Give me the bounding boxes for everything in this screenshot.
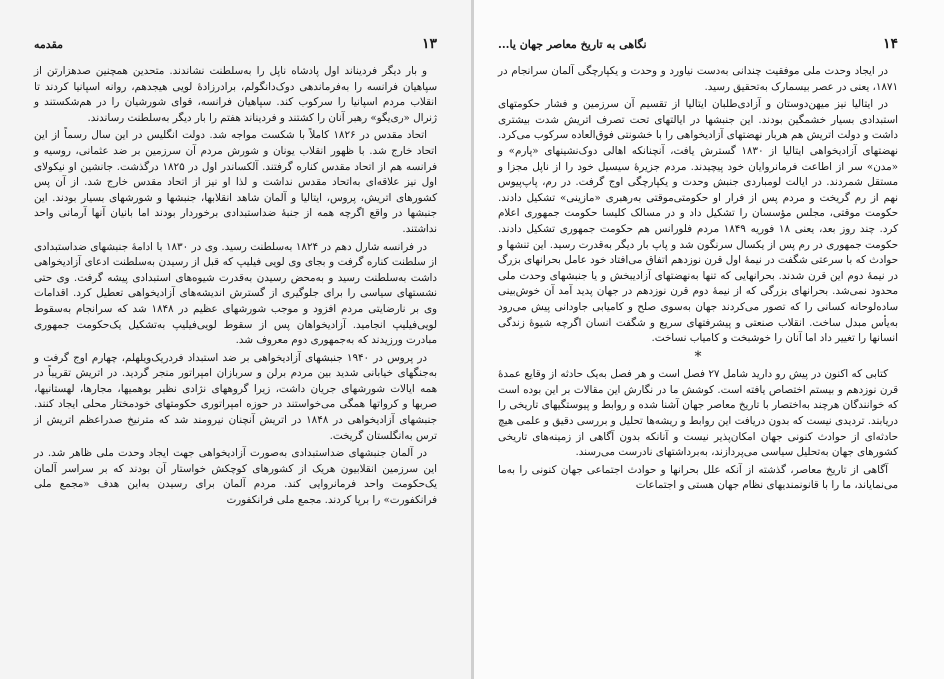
- right-page-number: ۱۴: [882, 36, 898, 52]
- left-running-title: مقدمه: [34, 38, 64, 51]
- right-running-title: نگاهی به تاریخ معاصر جهان یا...: [498, 38, 647, 51]
- right-page-header: [498, 36, 898, 52]
- paragraph: کتابی که اکنون در پیش رو دارید شامل ۲۷ فصل است و هر فصل به‌یک حادثه از وقایع عمدهٔ قرن نوزدهم و بیستم اختصاص یافته است. کوشش ما در نگارش این مقالات بر این بوده است که خوانندگان هرچند به‌اختصار با تاریخ معاصر جهان آشنا شده و روابط و پیوستگیهای تاریخی را دریابند. تردیدی نیست که بدون دریافت این روابط و ریشه‌ها تحلیل و بررسی دقیق و علمی هیچ حادثه‌ای از حوادث کنونی جهان امکان‌پذیر نیست و آنانکه بدون آگاهی از زمینه‌های تاریخی کشورهای جهان به‌تحلیل سیاسی می‌پردازند، به‌برداشتهای نادرست می‌رسند.: [498, 368, 898, 459]
- right-page-body: [498, 64, 898, 494]
- left-page: [0, 0, 471, 679]
- right-page: [474, 0, 944, 679]
- paragraph: اتحاد مقدس در ۱۸۲۶ کاملاً با شکست مواجه شد. دولت انگلیس در این سال رسماً از این اتحاد خارج شد. با ظهور انقلاب یونان و شورش مردم آن سرزمین بر ضد عثمانی، روسیه و فرانسه هم از اتحاد مقدس کناره گرفتند. آلکساندر اول در ۱۸۲۵ درگذشت. جانشین او نیکولای اول نیز علاقه‌ای به‌اتحاد مقدس نداشت و لذا او نیز از اتحاد مقدس خارج شد. از آن پس کشورهای اتریش، پروس، ایتالیا و آلمان شاهد انقلابها، جنبشها و شورشهای بسیار بودند. این جنبشها در واقع اگرچه همه از جنبهٔ ضداستبدادی برخوردار بودند اما بانیان آنها آرمانی واحد نداشتند.: [34, 129, 437, 235]
- paragraph: در ایتالیا نیز میهن‌دوستان و آزادی‌طلبان ایتالیا از تقسیم آن سرزمین و فشار حکومتهای استبدادی بسیار خشمگین بودند. این جنبشها در ایالتهای تحت تصرف اتریش شدت بیشتری داشت و دولت اتریش هم هربار نهضتهای آزادیخواهی را با خشونتی فوق‌العاده سرکوب می‌کرد. نهضتهای آزادیخواهی ایتالیا از ۱۸۳۰ گسترش یافت، آنچنانکه اهالی دوک‌نشینهای «پارم» و «مدن» سر از اطاعت فرمانروایان خود پیچیدند. مردم جزیرهٔ سیسیل خود را از ناپل مجزا و مستقل شمردند. در ایالت لومباردی جنبش وحدت و یکپارچگی اوج گرفت. در رم، پاپ‌پیوس نهم از رم گریخت و مردم پس از فرار او حکومتی‌موقتی به‌رهبری «مازینی» تشکیل دادند. حکومت موقتی، مجلس مؤسسان را تشکیل داد و در مسالک کلیسا حکومت جمهوری اعلام کرد. چند روز بعد، یعنی ۱۸ فوریه ۱۸۴۹ مردم فلورانس هم حکومت جمهوری تشکیل دادند. حکومت جمهوری در رم پس از یکسال سرنگون شد و پاپ بار دیگر به‌قدرت رسید. این تنشها و حوادث که با سرعتی شگفت در نیمهٔ اول قرن نوزدهم اتفاق می‌افتاد خود عامل بحرانهای بزرگ در نیمهٔ دوم این قرن شدند. بحرانهایی که تنها به‌نهضتهای آزادیبخش و یا جنبشهای وحدت ملی محدود نمی‌شد. بحرانهای بزرگی که از نیمهٔ دوم قرن نوزدهم در جهان پدید آمد آن خوش‌بینی ساده‌لوحانه کسانی را که تصور می‌کردند جهان به‌سوی صلح و کامیابی جاودانی پیش می‌رود به‌یأس مبدل ساخت. انقلاب صنعتی و پیشرفتهای سریع و شگفت انسان اگرچه شیوهٔ زندگی انسانها را تغییر داد اما آنان را خوشبخت و کامیاب نساخت.: [498, 98, 898, 345]
- paragraph: در فرانسه شارل دهم در ۱۸۲۴ به‌سلطنت رسید. وی در ۱۸۳۰ با ادامهٔ جنبشهای ضداستبدادی از سلطنت کناره گرفت و بجای وی لویی فیلیپ که قبل از رسیدن به‌سلطنت ادعای آزادیخواهی داشت به‌سلطنت رسید و به‌محض رسیدن به‌قدرت شیوه‌های استبدادی پیشه گرفت. وی حتی نشستهای سیاسی را برای جلوگیری از گسترش اندیشه‌های آزادیخواهی تعطیل کرد. اقدامات وی بر نارضایتی مردم افزود و موجب شورشهای عظیم در ۱۸۴۸ شد که سرانجام به‌سقوط لویی‌فیلیپ انجامید. آزادیخواهان پس از سقوط لویی‌فیلیپ به‌تشکیل یک‌حکومت جمهوری مبادرت ورزیدند که به‌جمهوری دوم معروف شد.: [34, 240, 437, 347]
- left-page-body: [34, 64, 437, 509]
- paragraph: در پروس در ۱۹۴۰ جنبشهای آزادیخواهی بر ضد استبداد فردریک‌ویلهلم، چهارم اوج گرفت و به‌جنگهای خیابانی شدید بین مردم برلن و سربازان امپراتور منجر گردید. در اتریش تقریباً در همه ایالات شورشهای جریان داشت، زیرا گروههای نژادی نظیر بوهمیها، مجارها، لهستانیها، صربها و کرواتها همگی می‌خواستند در حوزه امپراتوری حکومتهای خودمختار محلی ایجاد کنند. جنبشهای آزادیخواهی در ۱۸۴۸ در اتریش آنچنان نیرومند شد که مترنیخ صدراعظم اتریش از ترس به‌انگلستان گریخت.: [34, 351, 438, 442]
- paragraph: آگاهی از تاریخ معاصر، گذشته از آنکه علل بحرانها و حوادث اجتماعی جهان کنونی را به‌ما می‌نمایاند، ما را با قانونمندیهای نظام جهان هستی و اجتماعات: [498, 463, 898, 492]
- paragraph: در ایجاد وحدت ملی موفقیت چندانی به‌دست نیاورد و وحدت و یکپارچگی آلمان سرانجام در ۱۸۷۱، یعنی در عصر بیسمارک به‌تحقیق رسید.: [498, 65, 898, 93]
- left-page-number: ۱۳: [421, 36, 437, 52]
- paragraph: در آلمان جنبشهای ضداستبدادی به‌صورت آزادیخواهی جهت ایجاد وحدت ملی ظاهر شد. در این سرزمین انقلابیون هریک از کشورهای کوچکش خواستار آن بودند که بر سراسر آلمان یک‌حکومت واحد فرمانروایی کند. مردم آلمان برای رسیدن به‌این هدف «مجمع ملی فرانکفورت» را برپا کردند. مجمع ملی فرانکفورت: [34, 447, 437, 507]
- paragraph: و بار دیگر فردیناند اول پادشاه ناپل را به‌سلطنت نشاندند. متحدین همچنین صدهزارتن از سپاهیان فرانسه را به‌فرماندهی دوک‌دانگولم، برادرزادهٔ لویی هیجدهم، روانه اسپانیا کردند تا انقلاب مردم اسپانیا را سرکوب کند. سپاهیان فرانسه، قوای شورشیان را در هم‌شکستند و ژنرال «ری‌یگو» رهبر آنان را کشتند و فردیناند هفتم را بار دیگر به‌سلطنت رساندند.: [34, 65, 437, 124]
- section-separator: *: [694, 348, 702, 365]
- left-page-header: [34, 36, 437, 52]
